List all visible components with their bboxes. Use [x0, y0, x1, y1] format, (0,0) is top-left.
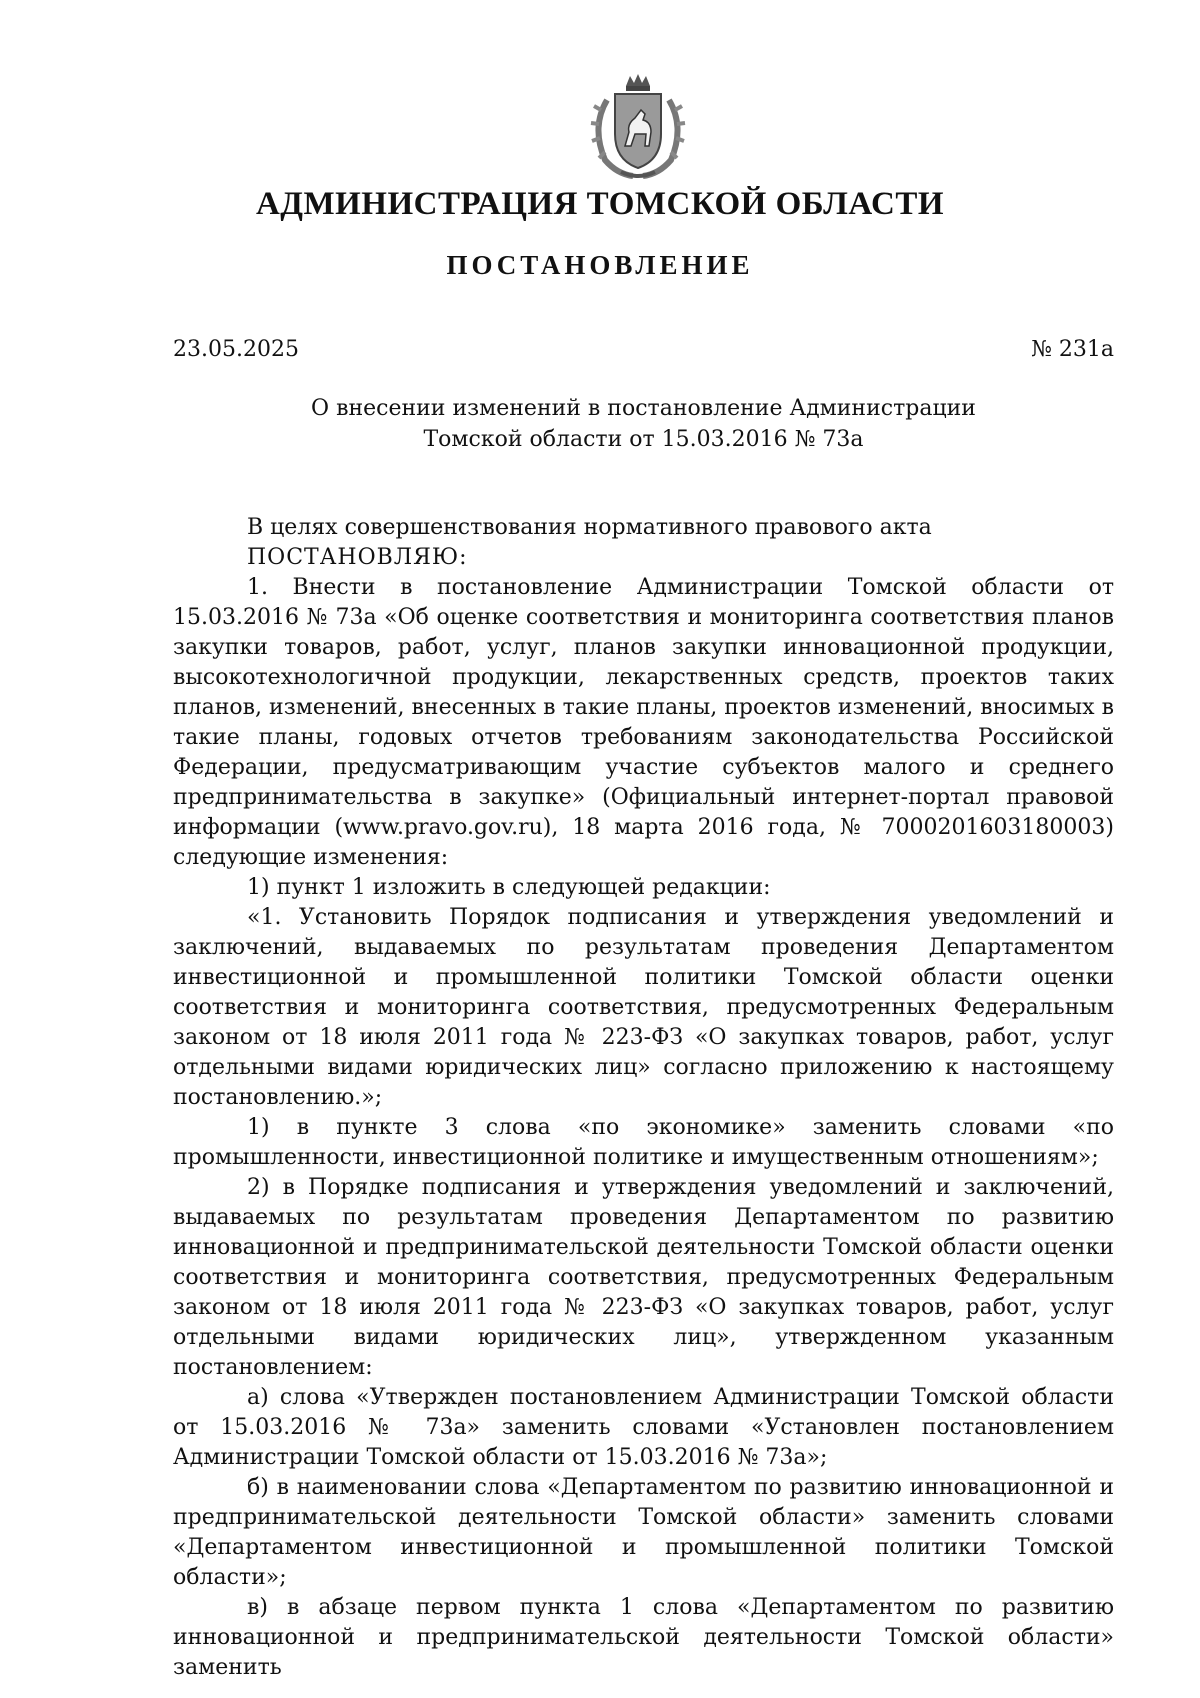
- paragraph-8: в) в абзаце первом пункта 1 слова «Департаментом по развитию инновационной и предпринимательской деятельности Томской области» заменить: [173, 1595, 1114, 1680]
- document-body: [173, 513, 1114, 1683]
- subject-line-1: О внесении изменений в постановление Администрации: [311, 396, 976, 421]
- organization-title: АДМИНИСТРАЦИЯ ТОМСКОЙ ОБЛАСТИ: [255, 186, 945, 222]
- document-date: 23.05.2025: [173, 337, 299, 362]
- intro-paragraph: В целях совершенствования нормативного правового акта: [247, 515, 932, 540]
- paragraph-7: б) в наименовании слова «Департаментом по развитию инновационной и предпринимательской деятельности Томской области» заменить словами «Департаментом инвестиционной и промышленной политики Томской области»;: [173, 1475, 1114, 1590]
- document-number: № 231а: [1031, 337, 1114, 362]
- paragraph-4: 1) в пункте 3 слова «по экономике» заменить словами «по промышленности, инвестиционной политике и имущественным отношениям»;: [173, 1115, 1114, 1170]
- resolve-heading: ПОСТАНОВЛЯЮ:: [247, 545, 468, 570]
- paragraph-6: а) слова «Утвержден постановлением Администрации Томской области от 15.03.2016 № 73а» заменить словами «Установлен постановлением Администрации Томской области от 15.03.2016 № 73а»;: [173, 1385, 1114, 1470]
- paragraph-2: 1) пункт 1 изложить в следующей редакции:: [247, 875, 771, 900]
- paragraph-3: «1. Установить Порядок подписания и утверждения уведомлений и заключений, выдаваемых по результатам проведения Департаментом инвестиционной и промышленной политики Томской области оценки соответствия и мониторинга соответствия, предусмотренных Федеральным законом от 18 июля 2011 года № 223-ФЗ «О закупках товаров, работ, услуг отдельными видами юридических лиц» согласно приложению к настоящему постановлению.»;: [173, 905, 1114, 1110]
- paragraph-1: 1. Внести в постановление Администрации Томской области от 15.03.2016 № 73а «Об оценке соответствия и мониторинга соответствия планов закупки товаров, работ, услуг, планов закупки инновационной продукции, высокотехнологичной продукции, лекарственных средств, проектов таких планов, изменений, внесенных в такие планы, проектов изменений, вносимых в такие планы, годовых отчетов требованиям законодательства Российской Федерации, предусматривающим участие субъектов малого и среднего предпринимательства в закупке» (Официальный интернет-портал правовой информации (www.pravo.gov.ru), 18 марта 2016 года, № 7000201603180003) следующие изменения:: [173, 575, 1114, 870]
- subject-line-2: Томской области от 15.03.2016 № 73а: [423, 427, 864, 452]
- document-type: ПОСТАНОВЛЕНИЕ: [446, 250, 754, 280]
- document-subject: [173, 393, 1114, 455]
- coat-of-arms-icon: [585, 72, 691, 182]
- paragraph-5: 2) в Порядке подписания и утверждения уведомлений и заключений, выдаваемых по результатам проведения Департаментом по развитию инновационной и предпринимательской деятельности Томской области оценки соответствия и мониторинга соответствия, предусмотренных Федеральным законом от 18 июля 2011 года № 223-ФЗ «О закупках товаров, работ, услуг отдельными видами юридических лиц», утвержденном указанным постановлением:: [173, 1175, 1114, 1380]
